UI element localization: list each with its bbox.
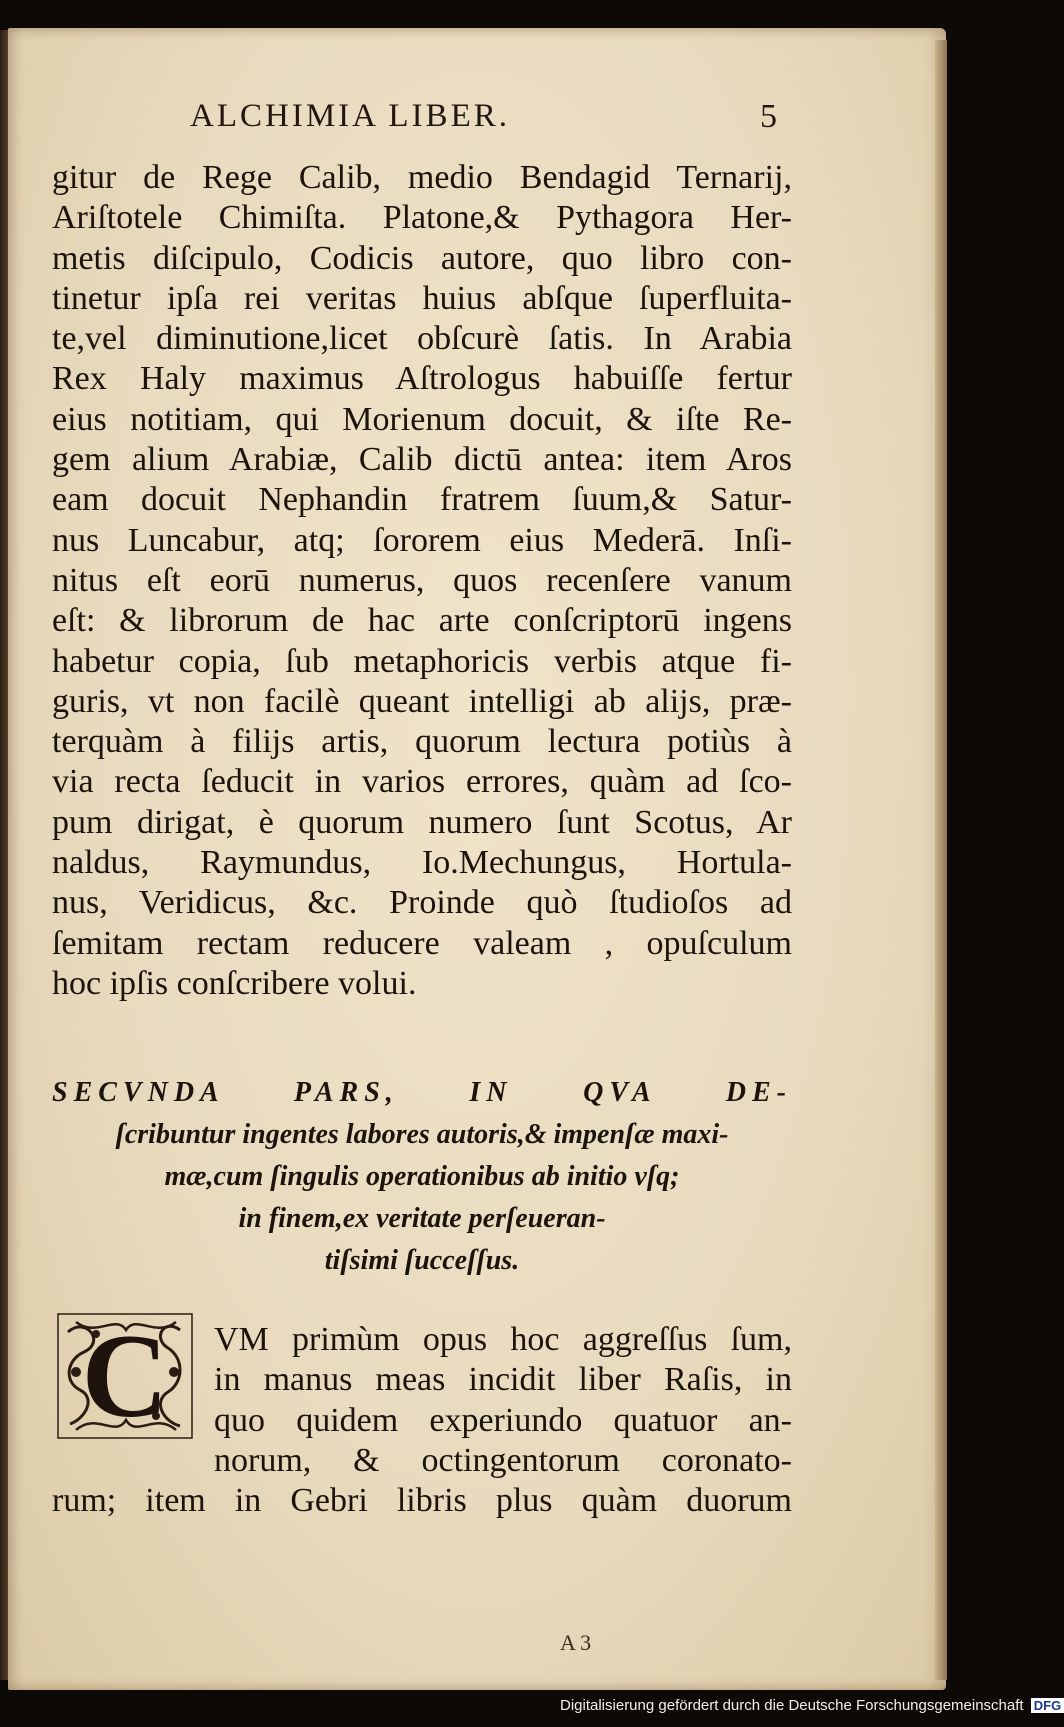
text-line: nus Luncabur, atq; ſororem eius Mederā. Inſi- bbox=[52, 521, 792, 559]
heading-line: tiſsimi ſucceſſus. bbox=[324, 1245, 520, 1276]
text-line: gem alium Arabiæ, Calib dictū antea: item Aros bbox=[52, 441, 792, 479]
text-line: eius notitiam, qui Morienum docuit, & iſte Re- bbox=[52, 400, 792, 438]
text-line: nitus eſt eorū numerus, quos recenſere vanum bbox=[52, 561, 792, 599]
text-line: tinetur ipſa rei veritas huius abſque ſuperfluita- bbox=[52, 279, 792, 317]
digitization-credit bbox=[560, 1697, 1062, 1721]
heading-line: ſcribuntur ingentes labores autoris,& impenſæ maxi- bbox=[115, 1119, 729, 1150]
page-edge bbox=[935, 40, 947, 1680]
page-number: 5 bbox=[760, 98, 777, 135]
body-paragraph bbox=[52, 158, 792, 1004]
heading-line: mæ,cum ſingulis operationibus ab initio vſq; bbox=[164, 1161, 680, 1192]
text-line: naldus, Raymundus, Io.Mechungus, Hortula- bbox=[52, 844, 792, 882]
text-line: in manus meas incidit liber Raſis, in bbox=[214, 1361, 792, 1399]
credit-text: Digitalisierung gefördert durch die Deutsche Forschungsgemeinschaft bbox=[560, 1697, 1024, 1714]
text-line: nus, Veridicus, &c. Proinde quò ſtudioſos ad bbox=[52, 884, 792, 922]
heading-line: in finem,ex veritate perſeueran- bbox=[238, 1203, 606, 1234]
text-line: Rex Haly maximus Aſtrologus habuiſſe fertur bbox=[52, 360, 792, 398]
text-line: eam docuit Nephandin fratrem ſuum,& Satur- bbox=[52, 481, 792, 519]
body-paragraph-2 bbox=[52, 1320, 792, 1521]
text-line: via recta ſeducit in varios errores, quàm ad ſco- bbox=[52, 763, 792, 801]
text-line: metis diſcipulo, Codicis autore, quo libro con- bbox=[52, 239, 792, 277]
text-line: norum, & octingentorum coronato- bbox=[214, 1441, 792, 1479]
text-line: pum dirigat, è quorum numero ſunt Scotus, Ar bbox=[52, 803, 792, 841]
text-line: guris, vt non facilè queant intelligi ab alijs, præ- bbox=[52, 682, 792, 720]
text-line: quo quidem experiundo quatuor an- bbox=[214, 1401, 792, 1439]
text-line: ſemitam rectam reducere valeam , opuſculum bbox=[52, 924, 792, 962]
text-line: te,vel diminutione,licet obſcurè ſatis. In Arabia bbox=[52, 320, 792, 358]
text-line: terquàm à filijs artis, quorum lectura potiùs à bbox=[52, 723, 792, 761]
signature-mark: A 3 bbox=[560, 1630, 592, 1655]
text-line: hoc ipſis conſcribere volui. bbox=[52, 964, 417, 1002]
text-line: rum; item in Gebri libris plus quàm duorum bbox=[52, 1482, 792, 1520]
text-line: Ariſtotele Chimiſta. Platone,& Pythagora Her- bbox=[52, 199, 792, 237]
text-line: habetur copia, ſub metaphoricis verbis atque fi- bbox=[52, 642, 792, 680]
drop-cap-letter: C bbox=[81, 1309, 169, 1442]
text-line: gitur de Rege Calib, medio Bendagid Ternarij, bbox=[52, 159, 792, 196]
section-heading bbox=[52, 1072, 792, 1282]
dfg-logo: DFG bbox=[1031, 1698, 1064, 1713]
running-head: ALCHIMIA LIBER. bbox=[190, 98, 510, 134]
text-line: eſt: & librorum de hac arte conſcriptorū ingens bbox=[52, 602, 792, 640]
text-line: VM primùm opus hoc aggreſſus ſum, bbox=[214, 1321, 792, 1358]
heading-line: SECVNDA PARS, IN QVA DE- bbox=[52, 1077, 792, 1108]
